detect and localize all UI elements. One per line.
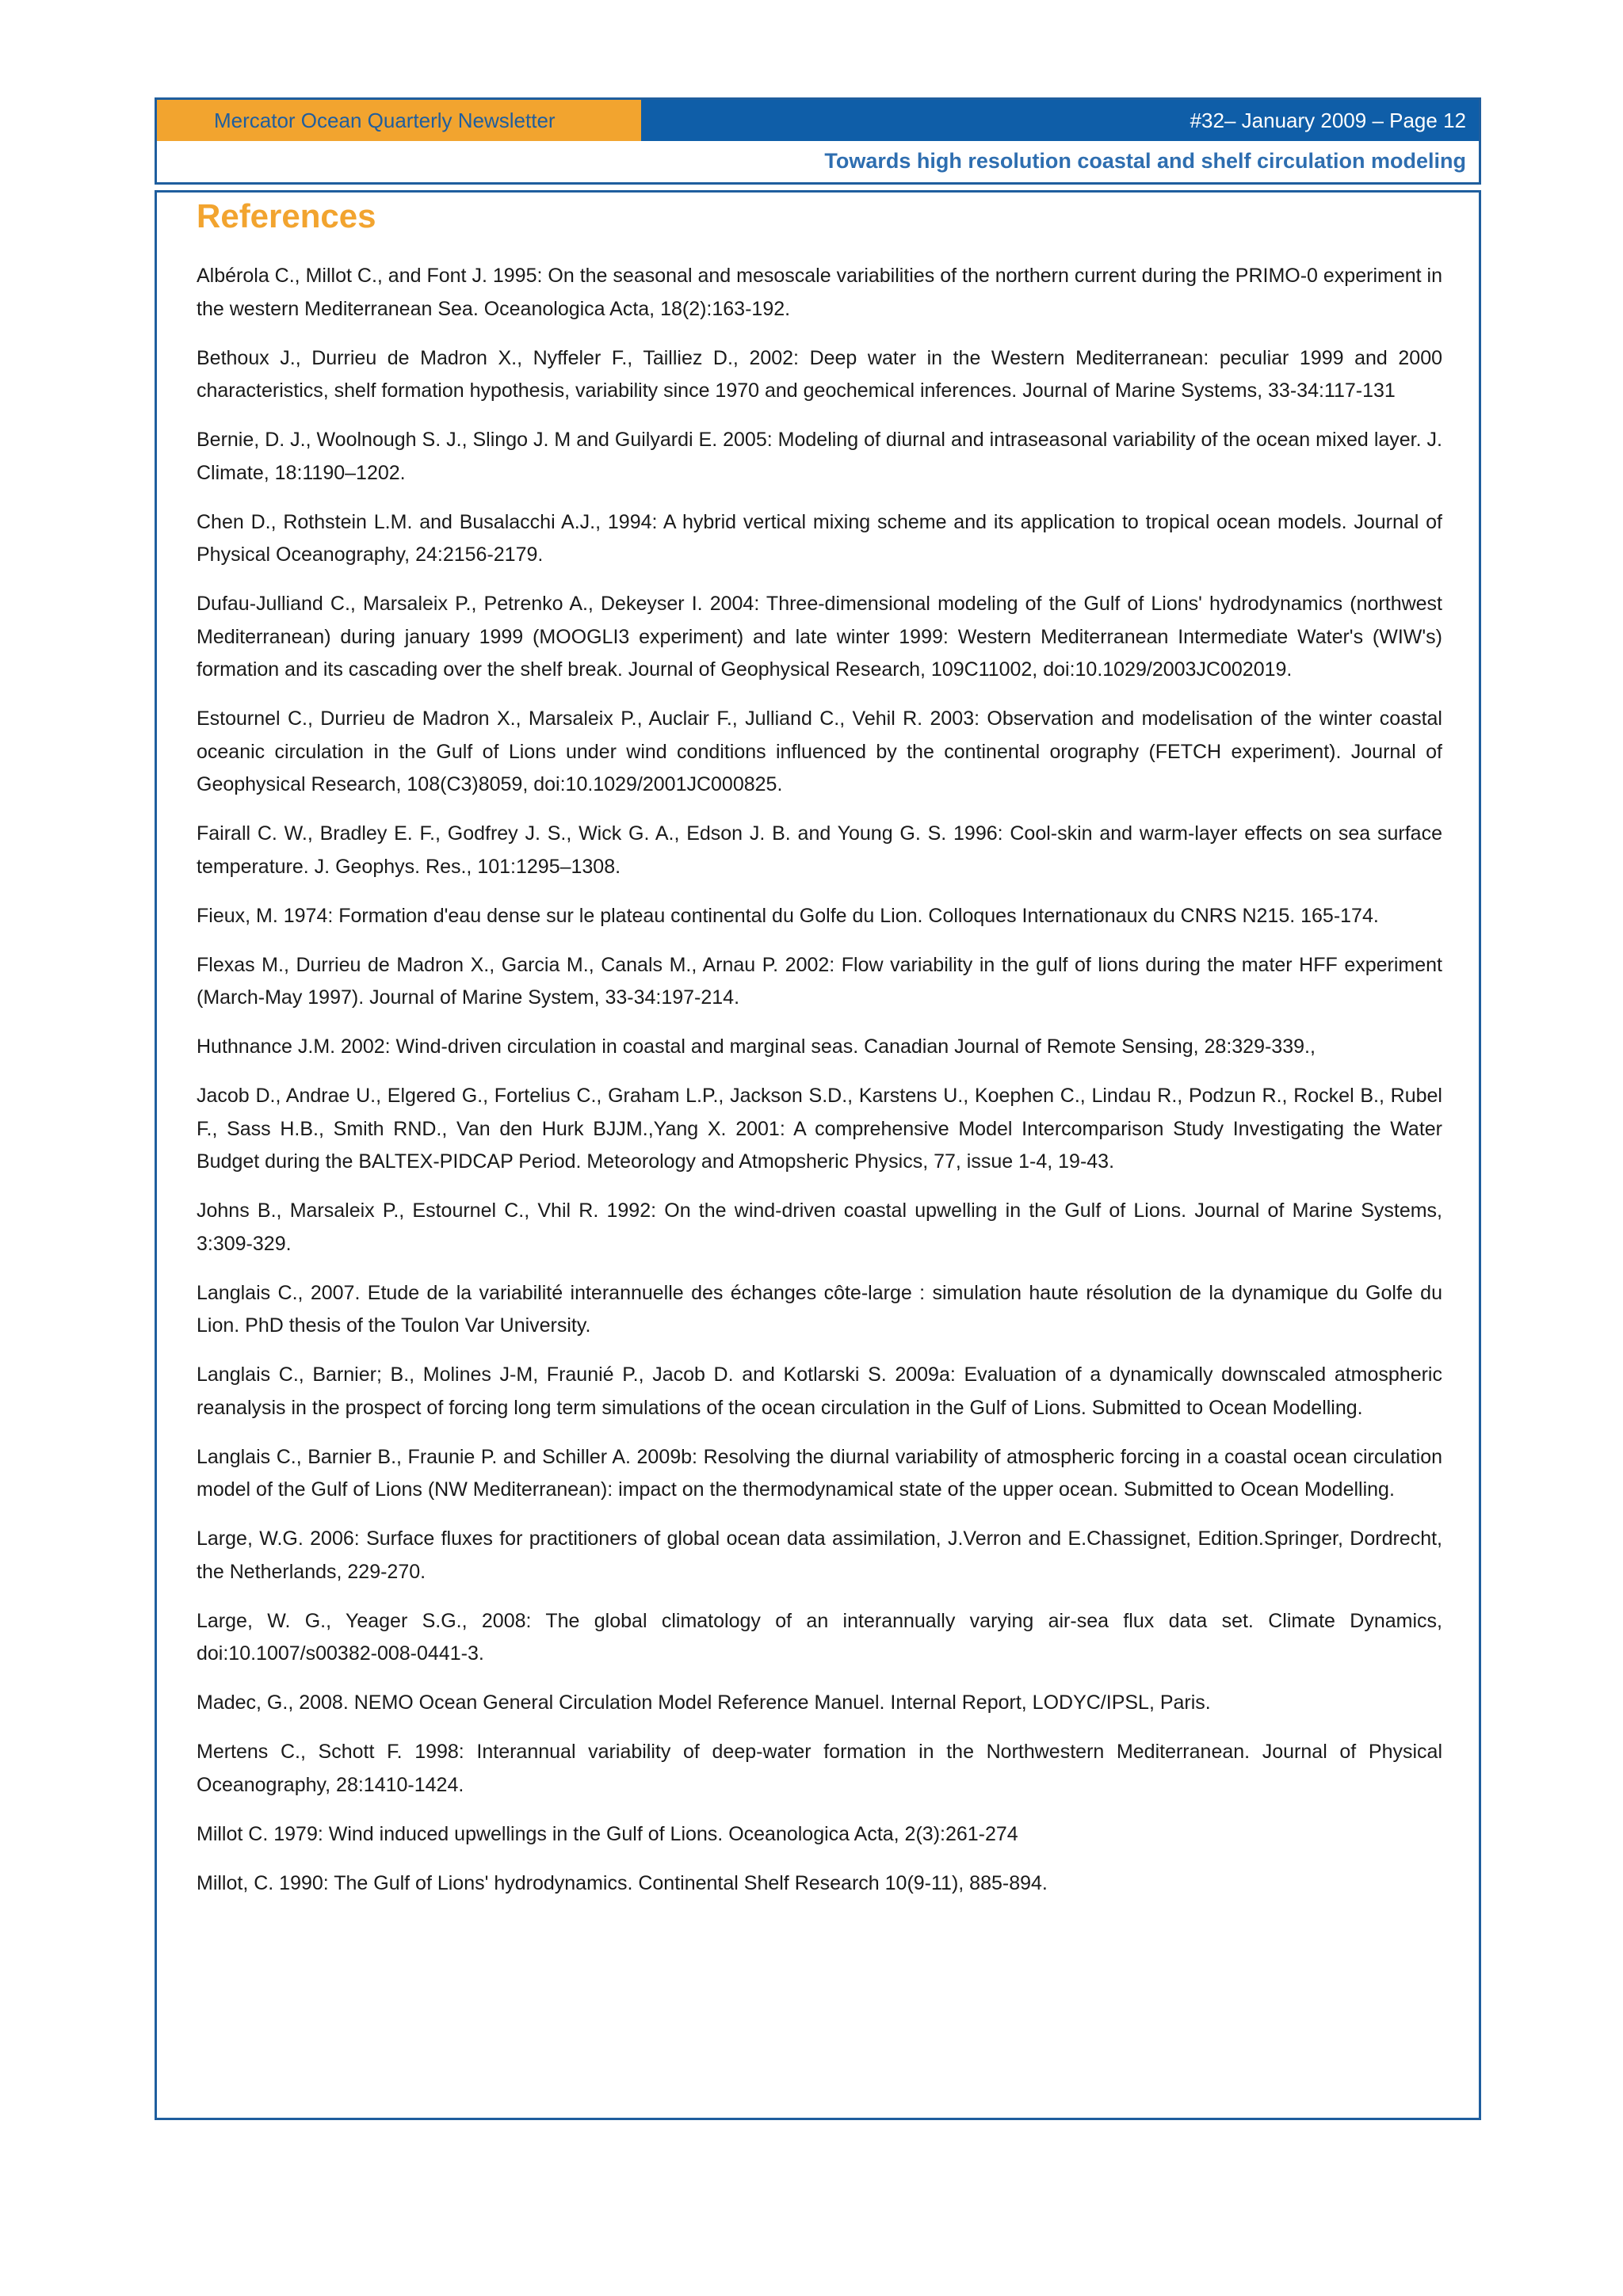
- reference-item: Johns B., Marsaleix P., Estournel C., Vhil R. 1992: On the wind-driven coastal upwelling in the Gulf of Lions. Journal of Marine Systems, 3:309-329.: [197, 1199, 1442, 1255]
- reference-item: Langlais C., Barnier B., Fraunie P. and Schiller A. 2009b: Resolving the diurnal variability of atmospheric forcing in a coastal ocean circulation model of the Gulf of Lions (NW Mediterranean): impact on the thermodynamical state of the upper ocean. Submitted to Ocean Modelling.: [197, 1445, 1442, 1501]
- page-header: [155, 97, 1481, 185]
- reference-item: Langlais C., 2007. Etude de la variabilité interannuelle des échanges côte-large : simulation haute résolution de la dynamique du Golfe du Lion. PhD thesis of the Toulon Var University.: [197, 1281, 1442, 1337]
- reference-item: Millot C. 1979: Wind induced upwellings in the Gulf of Lions. Oceanologica Acta, 2(3):261-274: [197, 1822, 1018, 1845]
- newsletter-name: Mercator Ocean Quarterly Newsletter: [157, 100, 641, 141]
- reference-item: Estournel C., Durrieu de Madron X., Marsaleix P., Auclair F., Julliand C., Vehil R. 2003: Observation and modelisation of the winter coastal oceanic circulation in the Gulf of Lions under wind conditions influenced by the continental orography (FETCH experiment). Journal of Geophysical Research, 108(C3)8059, doi:10.1029/2001JC000825.: [197, 707, 1442, 795]
- reference-item: Dufau-Julliand C., Marsaleix P., Petrenko A., Dekeyser I. 2004: Three-dimensional modeling of the Gulf of Lions' hydrodynamics (northwest Mediterranean) during january 1999 (MOOGLI3 experiment) and late winter 1999: Western Mediterranean Intermediate Water's (WIW's) formation and its cascading over the shelf break. Journal of Geophysical Research, 109C11002, doi:10.1029/2003JC002019.: [197, 593, 1442, 681]
- header-bar: [157, 100, 1479, 141]
- references-section: [155, 190, 1481, 2120]
- reference-item: Fairall C. W., Bradley E. F., Godfrey J. S., Wick G. A., Edson J. B. and Young G. S. 1996: Cool-skin and warm-layer effects on sea surface temperature. J. Geophys. Res., 101:1295–1308.: [197, 822, 1442, 878]
- reference-item: Flexas M., Durrieu de Madron X., Garcia M., Canals M., Arnau P. 2002: Flow variability in the gulf of lions during the mater HFF experiment (March-May 1997). Journal of Marine System, 33-34:197-214.: [197, 953, 1442, 1009]
- reference-list: [197, 260, 1442, 1917]
- reference-item: Mertens C., Schott F. 1998: Interannual variability of deep-water formation in the Northwestern Mediterranean. Journal of Physical Oceanography, 28:1410-1424.: [197, 1741, 1442, 1796]
- section-title: References: [197, 197, 376, 235]
- reference-item: Albérola C., Millot C., and Font J. 1995: On the seasonal and mesoscale variabilities of the northern current during the PRIMO-0 experiment in the western Mediterranean Sea. Oceanologica Acta, 18(2):163-192.: [197, 265, 1442, 320]
- reference-item: Madec, G., 2008. NEMO Ocean General Circulation Model Reference Manuel. Internal Report, LODYC/IPSL, Paris.: [197, 1691, 1211, 1714]
- issue-page-number: #32– January 2009 – Page 12: [641, 100, 1479, 141]
- reference-item: Millot, C. 1990: The Gulf of Lions' hydrodynamics. Continental Shelf Research 10(9-11), 885-894.: [197, 1871, 1048, 1894]
- reference-item: Langlais C., Barnier; B., Molines J-M, Fraunié P., Jacob D. and Kotlarski S. 2009a: Evaluation of a dynamically downscaled atmospheric reanalysis in the prospect of forcing long term simulations of the ocean circulation in the Gulf of Lions. Submitted to Ocean Modelling.: [197, 1363, 1442, 1419]
- reference-item: Large, W. G., Yeager S.G., 2008: The global climatology of an interannually varying air-sea flux data set. Climate Dynamics, doi:10.1007/s00382-008-0441-3.: [197, 1609, 1442, 1665]
- reference-item: Chen D., Rothstein L.M. and Busalacchi A.J., 1994: A hybrid vertical mixing scheme and its application to tropical ocean models. Journal of Physical Oceanography, 24:2156-2179.: [197, 510, 1442, 566]
- reference-item: Fieux, M. 1974: Formation d'eau dense sur le plateau continental du Golfe du Lion. Colloques Internationaux du CNRS N215. 165-174.: [197, 904, 1379, 927]
- reference-item: Huthnance J.M. 2002: Wind-driven circulation in coastal and marginal seas. Canadian Journal of Remote Sensing, 28:329-339.,: [197, 1035, 1316, 1058]
- reference-item: Bernie, D. J., Woolnough S. J., Slingo J. M and Guilyardi E. 2005: Modeling of diurnal and intraseasonal variability of the ocean mixed layer. J. Climate, 18:1190–1202.: [197, 429, 1442, 484]
- reference-item: Bethoux J., Durrieu de Madron X., Nyffeler F., Tailliez D., 2002: Deep water in the Western Mediterranean: peculiar 1999 and 2000 characteristics, shelf formation hypothesis, variability since 1970 and geochemical inferences. Journal of Marine Systems, 33-34:117-131: [197, 346, 1442, 402]
- reference-item: Large, W.G. 2006: Surface fluxes for practitioners of global ocean data assimilation, J.Verron and E.Chassignet, Edition.Springer, Dordrecht, the Netherlands, 229-270.: [197, 1527, 1442, 1583]
- reference-item: Jacob D., Andrae U., Elgered G., Fortelius C., Graham L.P., Jackson S.D., Karstens U., Koephen C., Lindau R., Podzun R., Rockel B., Rubel F., Sass H.B., Smith RND., Van den Hurk BJJM.,Yang X. 2001: A comprehensive Model Intercomparison Study Investigating the Water Budget during the BALTEX-PIDCAP Period. Meteorology and Atmopsheric Physics, 77, issue 1-4, 19-43.: [197, 1085, 1442, 1173]
- article-title: Towards high resolution coastal and shelf circulation modeling: [824, 149, 1466, 173]
